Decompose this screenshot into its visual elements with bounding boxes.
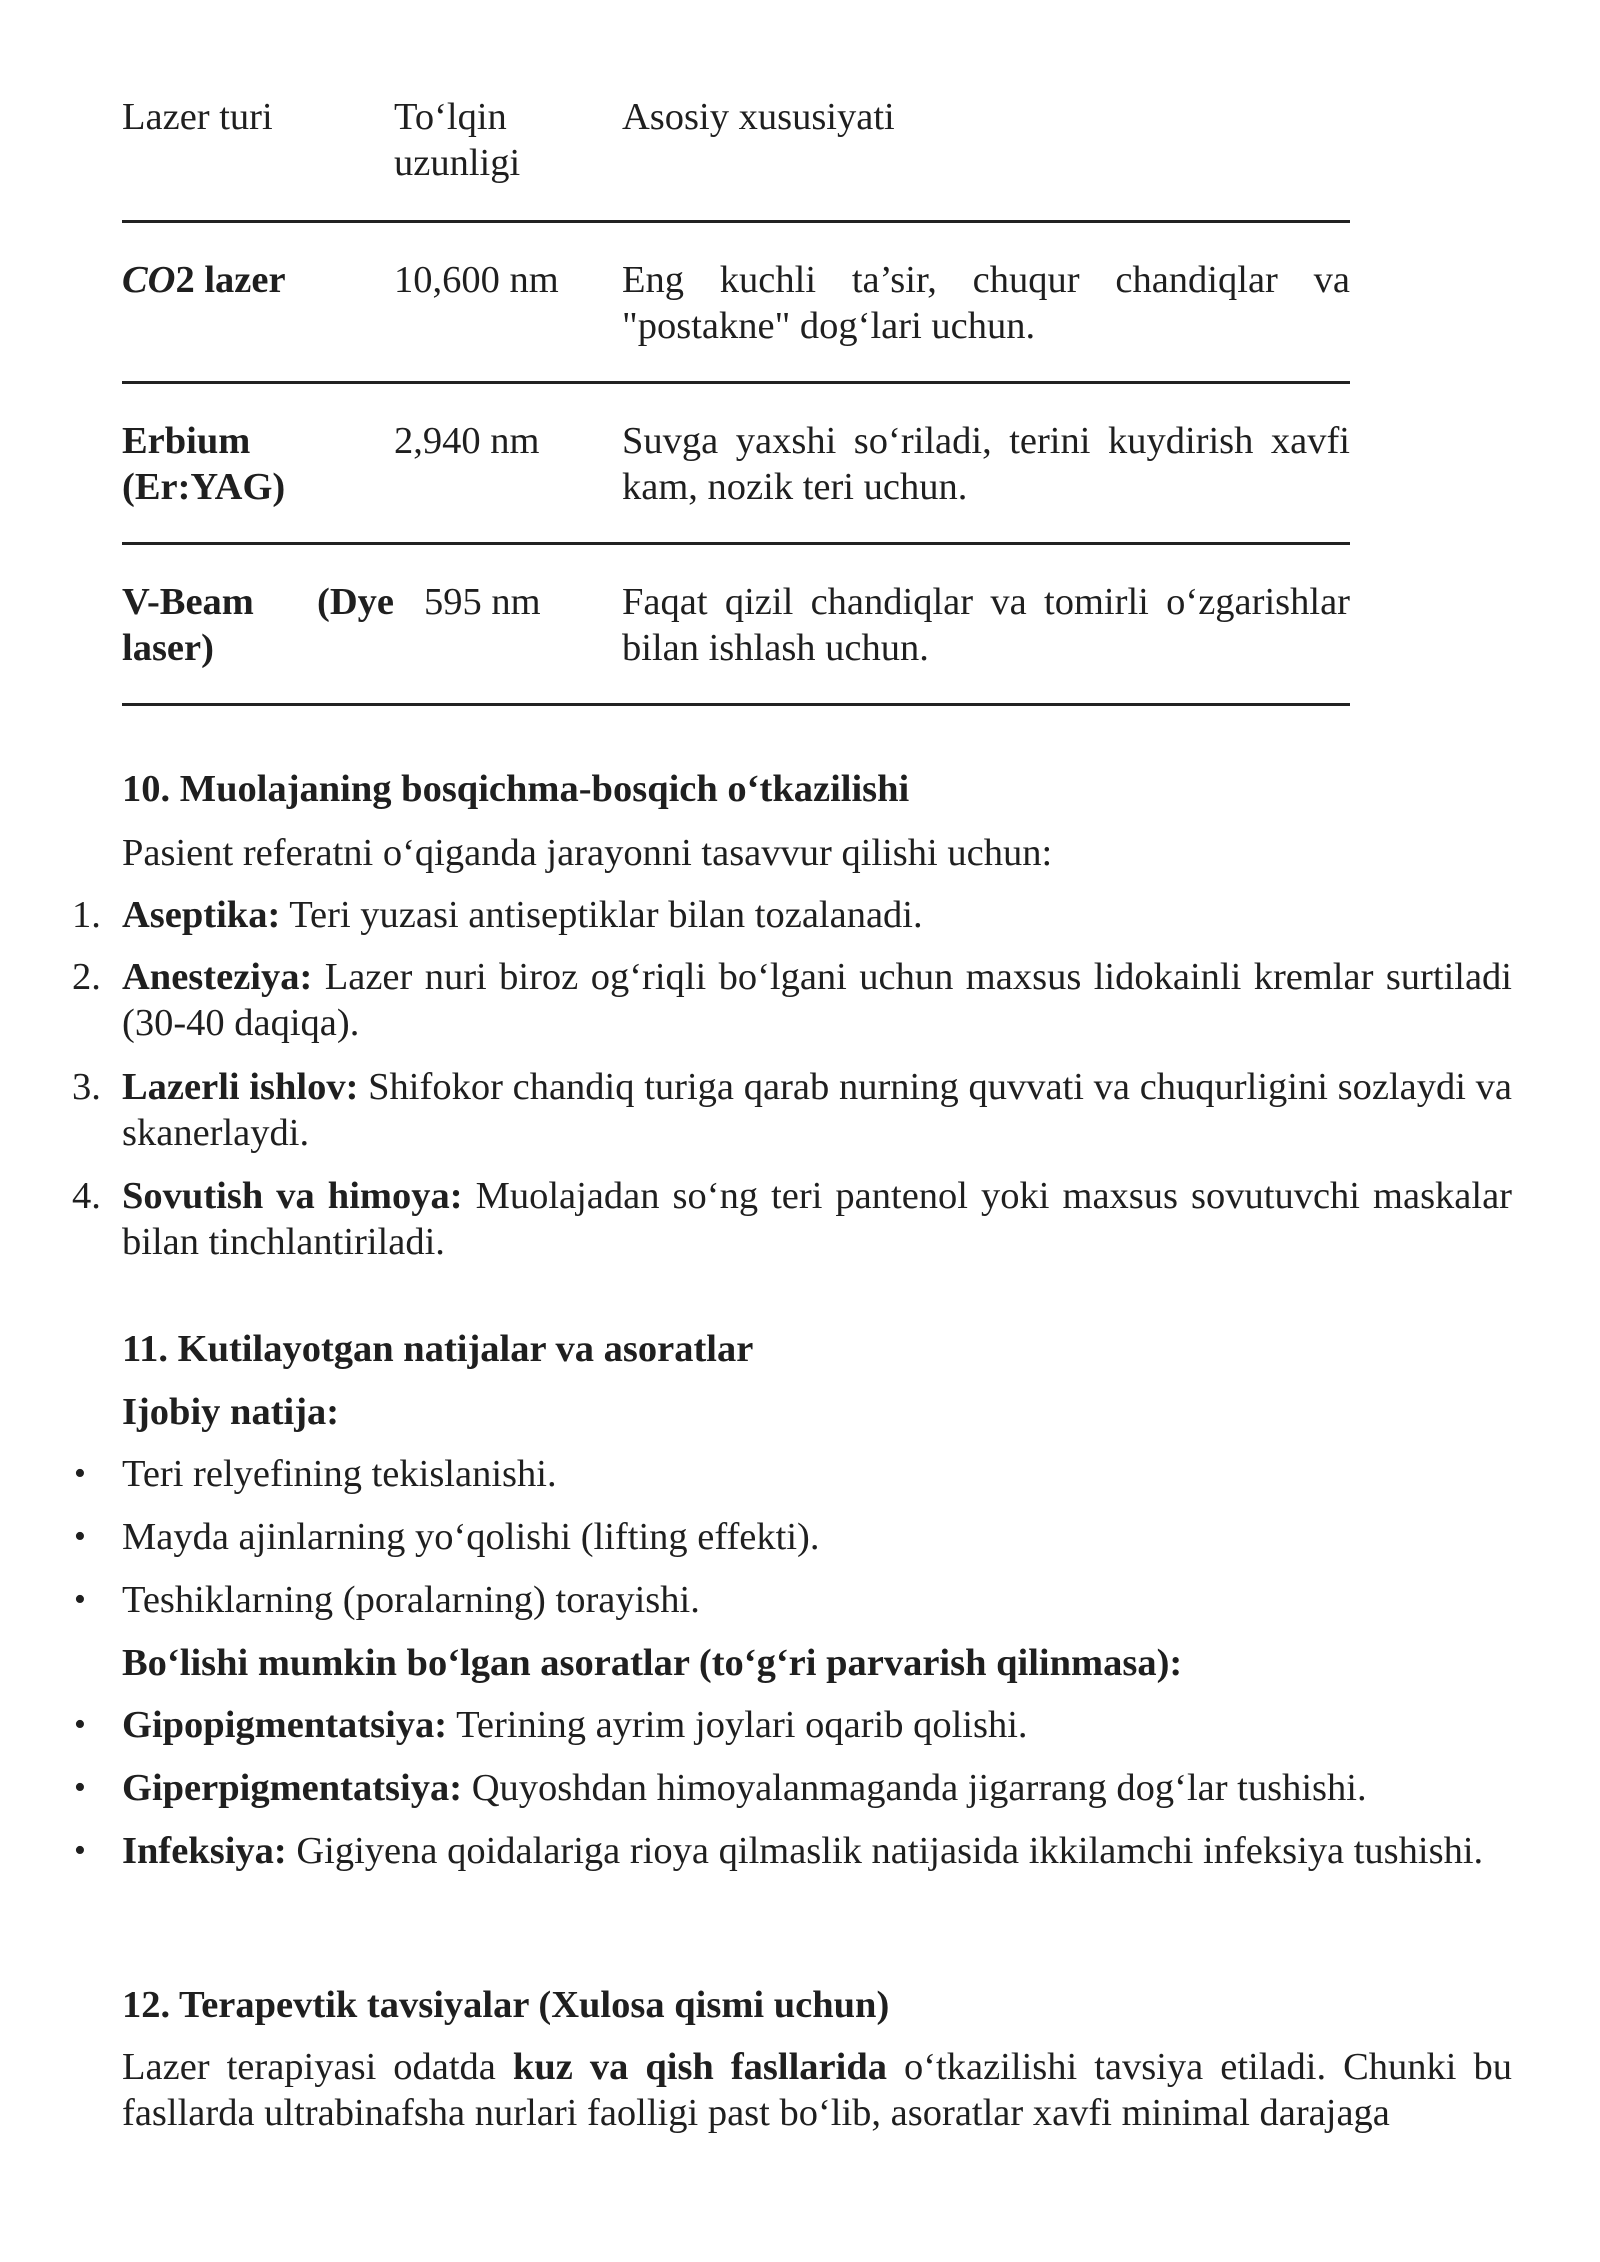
- complication-text: Terining ayrim joylari oqarib qolishi.: [447, 1704, 1028, 1746]
- laser-name-co2-part1: CO: [122, 259, 176, 301]
- paragraph-text-start: Lazer terapiyasi odatda: [122, 2046, 513, 2088]
- header-wavelength: [394, 94, 604, 186]
- laser-types-table: [122, 94, 1350, 706]
- list-item-text: Teri relyefining tekislanishi.: [122, 1453, 557, 1495]
- step-term: Sovutish va himoya:: [122, 1175, 463, 1217]
- list-marker: 3.: [72, 1066, 101, 1108]
- bullet-marker: •: [74, 1706, 86, 1743]
- bullet-marker: •: [74, 1832, 86, 1869]
- step-text: Muolajadan so‘ng teri pantenol yoki maxsus sovutuvchi maskalar bilan tinchlantiriladi.: [122, 1175, 1512, 1263]
- positive-results-heading: Ijobiy natija:: [122, 1391, 340, 1433]
- laser-name-vbeam-line2: laser): [122, 627, 214, 669]
- table-row: [122, 545, 1350, 706]
- list-item-text: Teshiklarning (poralarning) torayishi.: [122, 1579, 700, 1621]
- complication-term: Giperpigmentatsiya:: [122, 1767, 463, 1809]
- wavelength-erbium: 2,940 nm: [394, 420, 540, 462]
- table-row: [122, 384, 1350, 545]
- laser-name-co2-part2: 2 lazer: [175, 259, 286, 301]
- step-term: Lazerli ishlov:: [122, 1066, 359, 1108]
- step-text: Shifokor chandiq turiga qarab nurning quvvati va chuqurligini sozlaydi va skanerlaydi.: [122, 1066, 1512, 1154]
- complication-text: Gigiyena qoidalariga rioya qilmaslik natijasida ikkilamchi infeksiya tushishi.: [286, 1830, 1484, 1872]
- complication-term: Gipopigmentatsiya:: [122, 1704, 448, 1746]
- bullet-marker: •: [74, 1455, 86, 1492]
- section-11-heading: 11. Kutilayotgan natijalar va asoratlar: [122, 1328, 754, 1370]
- laser-name-vbeam: [122, 579, 394, 671]
- section-10-heading: 10. Muolajaning bosqichma-bosqich o‘tkazilishi: [122, 768, 910, 810]
- table-row: [122, 223, 1350, 384]
- section-12-paragraph: [122, 2044, 1512, 2136]
- step-text: Lazer nuri biroz og‘riqli bo‘lgani uchun maxsus lidokainli kremlar surtiladi (30-40 daqiqa).: [122, 956, 1512, 1044]
- list-item: [74, 1765, 1512, 1811]
- laser-name-vbeam-part-a: V-Beam: [122, 581, 254, 623]
- header-main-feature: Asosiy xususiyati: [622, 96, 895, 138]
- bullet-marker: •: [74, 1769, 86, 1806]
- header-laser-type: Lazer turi: [122, 96, 273, 138]
- paragraph-emphasis: kuz va qish fasllarida: [512, 2046, 887, 2088]
- laser-name-erbium: [122, 418, 382, 510]
- wavelength-co2: 10,600 nm: [394, 259, 559, 301]
- list-item: [72, 892, 1512, 938]
- section-10-intro: Pasient referatni o‘qiganda jarayonni tasavvur qilishi uchun:: [122, 832, 1053, 874]
- list-item-text: Mayda ajinlarning yo‘qolishi (lifting effekti).: [122, 1516, 820, 1558]
- bullet-marker: •: [74, 1518, 86, 1555]
- list-item: [74, 1828, 1512, 1874]
- list-marker: 1.: [72, 894, 101, 936]
- laser-name-vbeam-line1: [122, 579, 394, 625]
- header-wavelength-line1: To‘lqin: [394, 96, 507, 138]
- list-item: [74, 1451, 1512, 1497]
- list-item: [72, 1173, 1512, 1265]
- feature-erbium: Suvga yaxshi so‘riladi, terini kuydirish xavfi kam, nozik teri uchun.: [622, 420, 1350, 508]
- laser-name-erbium-line2: (Er:YAG): [122, 466, 286, 508]
- step-term: Anesteziya:: [122, 956, 313, 998]
- laser-name-erbium-line1: Erbium: [122, 420, 251, 462]
- list-item: [72, 1064, 1512, 1156]
- list-marker: 2.: [72, 956, 101, 998]
- list-item: [74, 1514, 1512, 1560]
- list-marker: 4.: [72, 1175, 101, 1217]
- paragraph-text-end: o‘tkazilishi tavsiya etiladi. Chunki bu fasllarda ultrabinafsha nurlari faolligi past bo‘lib, asoratlar xavfi minimal darajaga: [122, 2046, 1512, 2134]
- laser-name-vbeam-part-b: (Dye: [317, 581, 394, 623]
- bullet-marker: •: [74, 1581, 86, 1618]
- feature-co2: Eng kuchli ta’sir, chuqur chandiqlar va "postakne" dog‘lari uchun.: [622, 259, 1350, 347]
- feature-vbeam: Faqat qizil chandiqlar va tomirli o‘zgarishlar bilan ishlash uchun.: [622, 581, 1350, 669]
- list-item: [72, 954, 1512, 1046]
- list-item: [74, 1702, 1512, 1748]
- list-item: [74, 1577, 1512, 1623]
- complications-heading: Bo‘lishi mumkin bo‘lgan asoratlar (to‘g‘ri parvarish qilinmasa):: [122, 1642, 1183, 1684]
- header-wavelength-line2: uzunligi: [394, 142, 521, 184]
- step-term: Aseptika:: [122, 894, 281, 936]
- table-header-row: [122, 94, 1350, 223]
- section-12-heading: 12. Terapevtik tavsiyalar (Xulosa qismi uchun): [122, 1984, 890, 2026]
- complication-text: Quyoshdan himoyalanmaganda jigarrang dog‘lar tushishi.: [462, 1767, 1367, 1809]
- complication-term: Infeksiya:: [122, 1830, 287, 1872]
- step-text: Teri yuzasi antiseptiklar bilan tozalanadi.: [280, 894, 923, 936]
- laser-name-co2: [122, 257, 382, 303]
- wavelength-vbeam: 595 nm: [424, 581, 541, 623]
